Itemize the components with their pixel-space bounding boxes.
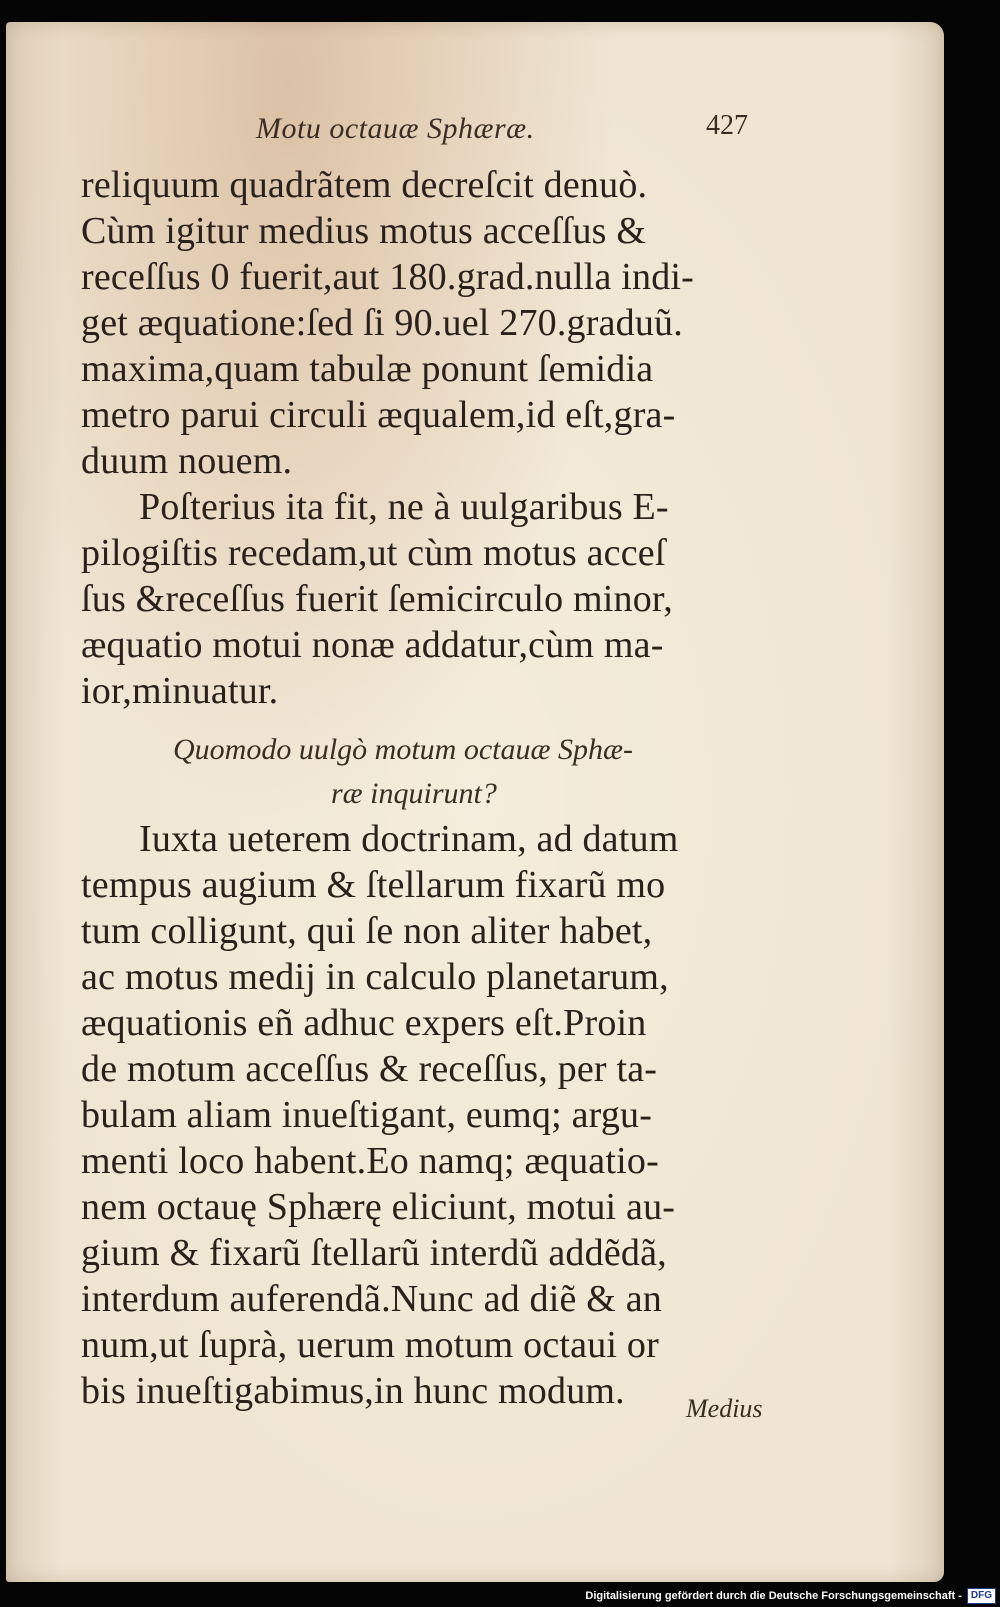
text-line: ior,minuatur.: [81, 670, 279, 712]
text-line: get æquatione:ſed ſi 90.uel 270.graduũ.: [81, 302, 683, 344]
paragraph-2: [81, 484, 781, 714]
text-line: duum nouem.: [81, 440, 293, 482]
text-line: bulam aliam inueſtigant, eumq; argu-: [81, 1094, 653, 1136]
text-line: maxima,quam tabulæ ponunt ſemidia: [81, 348, 654, 390]
text-line: bis inueſtigabimus,in hunc modum.: [81, 1370, 625, 1412]
text-line: menti loco habent.Eo namq; æquatio-: [81, 1140, 659, 1182]
running-head: Motu octauæ Sphæræ.: [256, 112, 535, 145]
text-line: gium & fixarũ ſtellarũ interdũ addẽdã,: [81, 1232, 667, 1274]
digitization-credit: [585, 1584, 1000, 1607]
book-page: [6, 22, 944, 1582]
body-text: [81, 162, 781, 1414]
paragraph-1: [81, 162, 781, 484]
text-line: Iuxta ueterem doctrinam, ad datum: [139, 818, 679, 860]
dfg-logo: DFG: [967, 1588, 996, 1604]
text-line: tempus augium & ſtellarum fixarũ mo: [81, 864, 666, 906]
text-line: de motum acceſſus & receſſus, per ta-: [81, 1048, 658, 1090]
text-line: num,ut ſuprà, uerum motum octaui or: [81, 1324, 659, 1366]
heading-line: ræ inquirunt?: [331, 777, 497, 810]
section-heading: [81, 728, 781, 816]
page-number: 427: [706, 110, 748, 141]
credit-text: Digitalisierung gefördert durch die Deutsche Forschungsgemeinschaft -: [585, 1589, 962, 1602]
text-line: pilogiſtis recedam,ut cùm motus acceſ: [81, 532, 666, 574]
text-line: ſus &receſſus fuerit ſemicirculo minor,: [81, 578, 673, 620]
paragraph-3: [81, 816, 781, 1414]
text-line: reliquum quadrãtem decreſcit denuò.: [81, 164, 648, 206]
text-line: nem octauę Sphærę eliciunt, motui au-: [81, 1186, 676, 1228]
catchword: Medius: [686, 1394, 763, 1423]
text-line: metro parui circuli æqualem,id eſt,gra-: [81, 394, 676, 436]
text-line: interdum auferendã.Nunc ad diẽ & an: [81, 1278, 662, 1320]
text-line: ac motus medij in calculo planetarum,: [81, 956, 669, 998]
text-line: receſſus 0 fuerit,aut 180.grad.nulla indi-: [81, 256, 695, 298]
text-line: Cùm igitur medius motus acceſſus &: [81, 210, 647, 252]
heading-line: Quomodo uulgò motum octauæ Sphæ-: [173, 733, 633, 766]
text-line: æquatio motui nonæ addatur,cùm ma-: [81, 624, 664, 666]
text-line: æquationis eñ adhuc expers eſt.Proin: [81, 1002, 647, 1044]
text-line: Poſterius ita fit, ne à uulgaribus E-: [139, 486, 669, 528]
text-line: tum colligunt, qui ſe non aliter habet,: [81, 910, 653, 952]
